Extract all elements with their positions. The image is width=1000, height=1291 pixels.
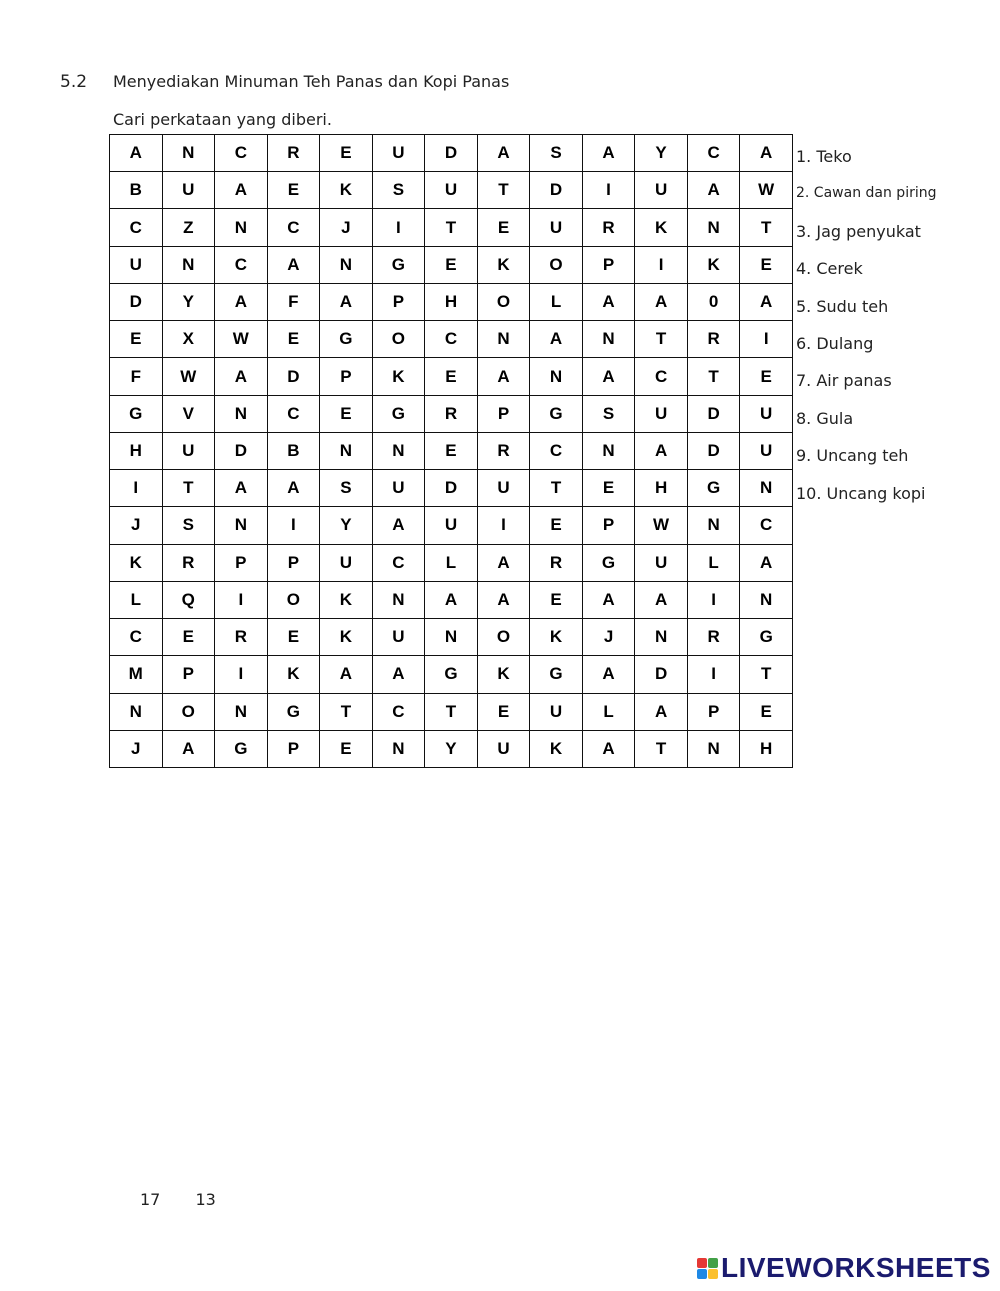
- grid-cell[interactable]: D: [110, 283, 163, 320]
- page-title: Menyediakan Minuman Teh Panas dan Kopi Panas: [113, 72, 510, 91]
- grid-cell[interactable]: E: [162, 619, 215, 656]
- grid-cell[interactable]: R: [477, 432, 530, 469]
- grid-cell[interactable]: S: [162, 507, 215, 544]
- grid-cell[interactable]: A: [320, 656, 373, 693]
- grid-cell[interactable]: E: [425, 358, 478, 395]
- grid-cell[interactable]: R: [687, 321, 740, 358]
- grid-cell[interactable]: U: [477, 730, 530, 767]
- grid-cell[interactable]: P: [320, 358, 373, 395]
- word-list-item: 3. Jag penyukat: [796, 221, 921, 241]
- grid-cell[interactable]: A: [740, 544, 793, 581]
- word-list-item: 9. Uncang teh: [796, 446, 909, 466]
- grid-cell[interactable]: N: [582, 321, 635, 358]
- grid-cell[interactable]: U: [530, 209, 583, 246]
- grid-cell[interactable]: T: [162, 470, 215, 507]
- grid-cell[interactable]: U: [477, 470, 530, 507]
- grid-cell[interactable]: O: [162, 693, 215, 730]
- grid-cell[interactable]: D: [425, 135, 478, 172]
- grid-cell[interactable]: K: [320, 172, 373, 209]
- grid-cell[interactable]: A: [635, 432, 688, 469]
- grid-cell[interactable]: C: [740, 507, 793, 544]
- grid-cell[interactable]: N: [320, 246, 373, 283]
- grid-row: [110, 246, 793, 283]
- word-list-item: 2. Cawan dan piring: [796, 185, 937, 202]
- grid-cell[interactable]: N: [372, 730, 425, 767]
- grid-cell[interactable]: R: [425, 395, 478, 432]
- grid-cell[interactable]: G: [110, 395, 163, 432]
- grid-cell[interactable]: C: [372, 544, 425, 581]
- grid-cell[interactable]: A: [582, 581, 635, 618]
- grid-row: [110, 283, 793, 320]
- grid-cell[interactable]: E: [530, 581, 583, 618]
- grid-cell[interactable]: A: [215, 283, 268, 320]
- grid-cell[interactable]: D: [687, 432, 740, 469]
- grid-cell[interactable]: C: [425, 321, 478, 358]
- grid-cell[interactable]: U: [372, 135, 425, 172]
- grid-cell[interactable]: P: [267, 730, 320, 767]
- grid-cell[interactable]: H: [740, 730, 793, 767]
- grid-cell[interactable]: G: [425, 656, 478, 693]
- grid-cell[interactable]: C: [215, 246, 268, 283]
- logo-square: [697, 1258, 707, 1268]
- grid-cell[interactable]: S: [320, 470, 373, 507]
- grid-cell[interactable]: G: [320, 321, 373, 358]
- word-list-item: 6. Dulang: [796, 333, 874, 353]
- grid-cell[interactable]: C: [267, 395, 320, 432]
- grid-cell[interactable]: E: [740, 693, 793, 730]
- grid-cell[interactable]: T: [635, 730, 688, 767]
- word-list-item: 4. Cerek: [796, 259, 863, 279]
- grid-cell[interactable]: C: [110, 619, 163, 656]
- grid-cell[interactable]: K: [477, 246, 530, 283]
- grid-cell[interactable]: H: [635, 470, 688, 507]
- grid-cell[interactable]: K: [635, 209, 688, 246]
- grid-cell[interactable]: A: [215, 470, 268, 507]
- grid-row: [110, 470, 793, 507]
- grid-cell[interactable]: K: [320, 619, 373, 656]
- grid-cell[interactable]: N: [320, 432, 373, 469]
- grid-cell[interactable]: R: [215, 619, 268, 656]
- grid-cell[interactable]: G: [740, 619, 793, 656]
- grid-cell[interactable]: U: [372, 619, 425, 656]
- grid-cell[interactable]: E: [477, 693, 530, 730]
- grid-cell[interactable]: 0: [687, 283, 740, 320]
- grid-cell[interactable]: K: [320, 581, 373, 618]
- grid-cell[interactable]: N: [162, 246, 215, 283]
- grid-cell[interactable]: N: [582, 432, 635, 469]
- grid-cell[interactable]: T: [425, 693, 478, 730]
- word-list-item: 7. Air panas: [796, 371, 892, 391]
- grid-cell[interactable]: N: [740, 581, 793, 618]
- grid-cell[interactable]: E: [740, 358, 793, 395]
- grid-cell[interactable]: R: [267, 135, 320, 172]
- grid-cell[interactable]: E: [267, 321, 320, 358]
- grid-cell[interactable]: B: [110, 172, 163, 209]
- grid-cell[interactable]: T: [320, 693, 373, 730]
- grid-cell[interactable]: T: [477, 172, 530, 209]
- grid-cell[interactable]: E: [320, 135, 373, 172]
- grid-cell[interactable]: V: [162, 395, 215, 432]
- grid-cell[interactable]: K: [372, 358, 425, 395]
- grid-cell[interactable]: C: [635, 358, 688, 395]
- grid-cell[interactable]: O: [477, 283, 530, 320]
- grid-cell[interactable]: U: [740, 395, 793, 432]
- grid-cell[interactable]: W: [635, 507, 688, 544]
- page-number-left: 17: [140, 1190, 161, 1209]
- grid-cell[interactable]: U: [635, 544, 688, 581]
- grid-cell[interactable]: C: [110, 209, 163, 246]
- grid-cell[interactable]: D: [267, 358, 320, 395]
- grid-cell[interactable]: A: [740, 283, 793, 320]
- grid-cell[interactable]: I: [687, 581, 740, 618]
- grid-cell[interactable]: P: [582, 246, 635, 283]
- grid-cell[interactable]: K: [530, 619, 583, 656]
- grid-cell[interactable]: A: [267, 246, 320, 283]
- grid-cell[interactable]: U: [425, 507, 478, 544]
- grid-cell[interactable]: N: [215, 693, 268, 730]
- instruction-text: Cari perkataan yang diberi.: [113, 110, 332, 129]
- grid-cell[interactable]: P: [215, 544, 268, 581]
- grid-cell[interactable]: Y: [162, 283, 215, 320]
- grid-cell[interactable]: F: [267, 283, 320, 320]
- word-search-grid: [109, 134, 793, 768]
- word-list: [796, 138, 937, 512]
- word-list-item: 10. Uncang kopi: [796, 483, 926, 503]
- grid-cell[interactable]: T: [530, 470, 583, 507]
- grid-cell[interactable]: Y: [425, 730, 478, 767]
- grid-cell[interactable]: R: [687, 619, 740, 656]
- grid-cell[interactable]: P: [477, 395, 530, 432]
- grid-cell[interactable]: X: [162, 321, 215, 358]
- word-list-item: 1. Teko: [796, 147, 852, 166]
- grid-cell[interactable]: A: [687, 172, 740, 209]
- grid-cell[interactable]: A: [582, 730, 635, 767]
- grid-cell[interactable]: K: [267, 656, 320, 693]
- grid-row: [110, 209, 793, 246]
- grid-cell[interactable]: A: [582, 135, 635, 172]
- grid-cell[interactable]: I: [372, 209, 425, 246]
- word-list-item: 8. Gula: [796, 408, 854, 428]
- grid-cell[interactable]: E: [267, 172, 320, 209]
- grid-cell[interactable]: U: [740, 432, 793, 469]
- grid-cell[interactable]: E: [320, 395, 373, 432]
- brand-name: LIVEWORKSHEETS: [721, 1252, 991, 1283]
- logo-square: [708, 1258, 718, 1268]
- grid-row: [110, 656, 793, 693]
- grid-cell[interactable]: A: [582, 358, 635, 395]
- grid-cell[interactable]: A: [267, 470, 320, 507]
- grid-cell[interactable]: A: [635, 283, 688, 320]
- grid-cell[interactable]: U: [635, 172, 688, 209]
- grid-cell[interactable]: O: [530, 246, 583, 283]
- grid-cell[interactable]: K: [110, 544, 163, 581]
- grid-cell[interactable]: I: [582, 172, 635, 209]
- grid-cell[interactable]: T: [687, 358, 740, 395]
- grid-cell[interactable]: N: [687, 730, 740, 767]
- grid-cell[interactable]: D: [215, 432, 268, 469]
- grid-cell[interactable]: N: [162, 135, 215, 172]
- grid-cell[interactable]: A: [372, 507, 425, 544]
- grid-cell[interactable]: C: [687, 135, 740, 172]
- grid-cell[interactable]: P: [687, 693, 740, 730]
- grid-cell[interactable]: U: [425, 172, 478, 209]
- grid-cell[interactable]: A: [582, 656, 635, 693]
- logo-square: [697, 1269, 707, 1279]
- grid-cell[interactable]: E: [425, 432, 478, 469]
- grid-cell[interactable]: A: [215, 172, 268, 209]
- grid-cell[interactable]: K: [477, 656, 530, 693]
- grid-row: [110, 321, 793, 358]
- grid-cell[interactable]: N: [215, 209, 268, 246]
- grid-cell[interactable]: K: [687, 246, 740, 283]
- grid-cell[interactable]: N: [110, 693, 163, 730]
- grid-cell[interactable]: H: [110, 432, 163, 469]
- grid-cell[interactable]: S: [530, 135, 583, 172]
- grid-cell[interactable]: L: [425, 544, 478, 581]
- grid-cell[interactable]: C: [215, 135, 268, 172]
- grid-cell[interactable]: J: [582, 619, 635, 656]
- grid-cell[interactable]: U: [162, 432, 215, 469]
- grid-cell[interactable]: I: [110, 470, 163, 507]
- grid-cell[interactable]: P: [162, 656, 215, 693]
- grid-cell[interactable]: U: [320, 544, 373, 581]
- grid-cell[interactable]: Y: [635, 135, 688, 172]
- grid-cell[interactable]: N: [425, 619, 478, 656]
- grid-cell[interactable]: A: [162, 730, 215, 767]
- grid-row: [110, 619, 793, 656]
- grid-cell[interactable]: W: [740, 172, 793, 209]
- grid-cell[interactable]: A: [635, 693, 688, 730]
- grid-row: [110, 544, 793, 581]
- grid-cell[interactable]: F: [110, 358, 163, 395]
- grid-cell[interactable]: A: [477, 135, 530, 172]
- grid-cell[interactable]: L: [687, 544, 740, 581]
- grid-cell[interactable]: U: [162, 172, 215, 209]
- grid-cell[interactable]: E: [740, 246, 793, 283]
- grid-cell[interactable]: I: [687, 656, 740, 693]
- grid-row: [110, 135, 793, 172]
- page-number-right: 13: [195, 1190, 216, 1209]
- grid-cell[interactable]: A: [477, 358, 530, 395]
- grid-cell[interactable]: E: [582, 470, 635, 507]
- grid-cell[interactable]: A: [582, 283, 635, 320]
- grid-cell[interactable]: W: [215, 321, 268, 358]
- brand-watermark: [697, 1252, 991, 1284]
- grid-cell[interactable]: N: [372, 581, 425, 618]
- grid-row: [110, 432, 793, 469]
- grid-cell[interactable]: J: [320, 209, 373, 246]
- grid-cell[interactable]: U: [372, 470, 425, 507]
- grid-cell[interactable]: T: [425, 209, 478, 246]
- grid-cell[interactable]: Q: [162, 581, 215, 618]
- grid-row: [110, 358, 793, 395]
- grid-cell[interactable]: I: [215, 581, 268, 618]
- grid-cell[interactable]: A: [530, 321, 583, 358]
- grid-cell[interactable]: T: [635, 321, 688, 358]
- grid-cell[interactable]: L: [110, 581, 163, 618]
- grid-cell[interactable]: G: [687, 470, 740, 507]
- grid-cell[interactable]: G: [372, 246, 425, 283]
- grid-cell[interactable]: A: [215, 358, 268, 395]
- grid-cell[interactable]: R: [530, 544, 583, 581]
- grid-cell[interactable]: A: [372, 656, 425, 693]
- grid-cell[interactable]: A: [635, 581, 688, 618]
- grid-cell[interactable]: C: [267, 209, 320, 246]
- grid-cell[interactable]: E: [320, 730, 373, 767]
- grid-cell[interactable]: G: [582, 544, 635, 581]
- grid-cell[interactable]: J: [110, 730, 163, 767]
- grid-cell[interactable]: D: [530, 172, 583, 209]
- grid-cell[interactable]: A: [320, 283, 373, 320]
- grid-cell[interactable]: L: [530, 283, 583, 320]
- grid-row: [110, 395, 793, 432]
- grid-cell[interactable]: T: [740, 209, 793, 246]
- grid-cell[interactable]: N: [530, 358, 583, 395]
- grid-cell[interactable]: A: [425, 581, 478, 618]
- grid-cell[interactable]: A: [740, 135, 793, 172]
- grid-cell[interactable]: I: [740, 321, 793, 358]
- grid-cell[interactable]: M: [110, 656, 163, 693]
- grid-cell[interactable]: E: [530, 507, 583, 544]
- grid-cell[interactable]: N: [740, 470, 793, 507]
- logo-square: [708, 1269, 718, 1279]
- grid-cell[interactable]: P: [267, 544, 320, 581]
- grid-cell[interactable]: N: [215, 507, 268, 544]
- grid-cell[interactable]: A: [110, 135, 163, 172]
- grid-cell[interactable]: L: [582, 693, 635, 730]
- grid-row: [110, 730, 793, 767]
- grid-cell[interactable]: H: [425, 283, 478, 320]
- liveworksheets-logo-icon: [697, 1258, 718, 1279]
- grid-cell[interactable]: E: [425, 246, 478, 283]
- grid-cell[interactable]: K: [530, 730, 583, 767]
- grid-row: [110, 507, 793, 544]
- grid-cell[interactable]: S: [582, 395, 635, 432]
- grid-row: [110, 172, 793, 209]
- grid-cell[interactable]: T: [740, 656, 793, 693]
- grid-cell[interactable]: I: [267, 507, 320, 544]
- grid-cell[interactable]: W: [162, 358, 215, 395]
- grid-cell[interactable]: C: [372, 693, 425, 730]
- grid-cell[interactable]: Z: [162, 209, 215, 246]
- grid-cell[interactable]: I: [477, 507, 530, 544]
- grid-cell[interactable]: U: [110, 246, 163, 283]
- grid-cell[interactable]: P: [582, 507, 635, 544]
- page-numbers: [140, 1190, 246, 1209]
- grid-cell[interactable]: G: [215, 730, 268, 767]
- grid-row: [110, 693, 793, 730]
- grid-cell[interactable]: O: [372, 321, 425, 358]
- grid-cell[interactable]: E: [110, 321, 163, 358]
- grid-cell[interactable]: R: [582, 209, 635, 246]
- grid-cell[interactable]: P: [372, 283, 425, 320]
- grid-cell[interactable]: N: [687, 209, 740, 246]
- grid-cell[interactable]: G: [530, 395, 583, 432]
- grid-cell[interactable]: G: [267, 693, 320, 730]
- grid-cell[interactable]: N: [687, 507, 740, 544]
- grid-cell[interactable]: U: [635, 395, 688, 432]
- grid-cell[interactable]: S: [372, 172, 425, 209]
- grid-cell[interactable]: R: [162, 544, 215, 581]
- word-list-item: 5. Sudu teh: [796, 296, 889, 316]
- grid-cell[interactable]: D: [687, 395, 740, 432]
- grid-row: [110, 581, 793, 618]
- grid-cell[interactable]: B: [267, 432, 320, 469]
- grid-cell[interactable]: N: [477, 321, 530, 358]
- section-number: 5.2: [60, 72, 88, 92]
- grid-cell[interactable]: A: [477, 581, 530, 618]
- grid-cell[interactable]: J: [110, 507, 163, 544]
- grid-cell[interactable]: N: [215, 395, 268, 432]
- grid-cell[interactable]: O: [267, 581, 320, 618]
- grid-cell[interactable]: Y: [320, 507, 373, 544]
- grid-cell[interactable]: A: [477, 544, 530, 581]
- grid-cell[interactable]: U: [530, 693, 583, 730]
- grid-cell[interactable]: G: [530, 656, 583, 693]
- grid-cell[interactable]: N: [635, 619, 688, 656]
- grid-cell[interactable]: D: [425, 470, 478, 507]
- grid-cell[interactable]: I: [215, 656, 268, 693]
- grid-cell[interactable]: G: [372, 395, 425, 432]
- grid-cell[interactable]: E: [267, 619, 320, 656]
- grid-cell[interactable]: C: [530, 432, 583, 469]
- grid-cell[interactable]: N: [372, 432, 425, 469]
- grid-cell[interactable]: D: [635, 656, 688, 693]
- grid-cell[interactable]: O: [477, 619, 530, 656]
- grid-cell[interactable]: E: [477, 209, 530, 246]
- grid-cell[interactable]: I: [635, 246, 688, 283]
